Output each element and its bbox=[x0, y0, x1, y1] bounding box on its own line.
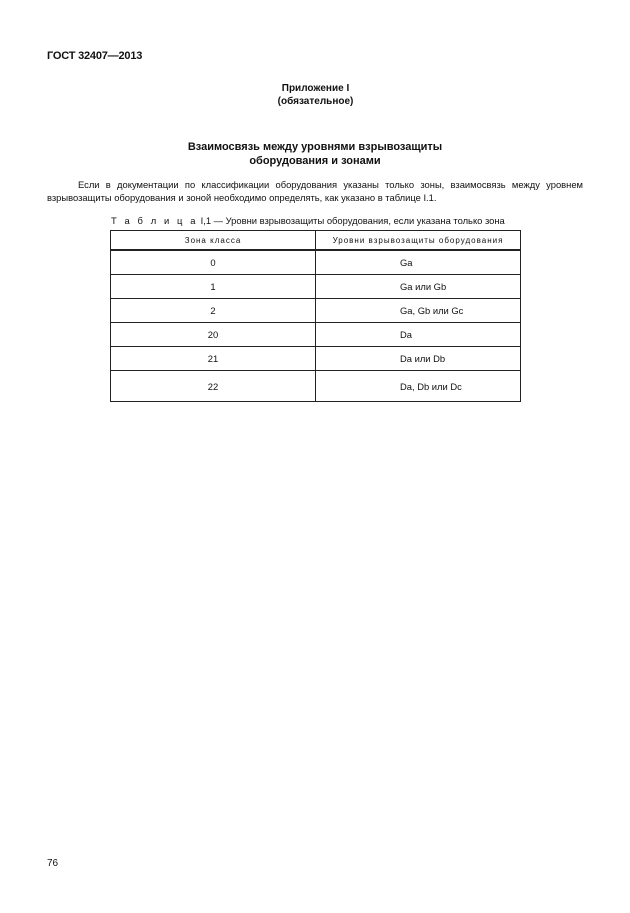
table-row bbox=[111, 323, 521, 347]
annex-status: (обязательное) bbox=[277, 96, 354, 107]
page-number: 76 bbox=[47, 858, 59, 869]
zone-cell: 22 bbox=[111, 371, 316, 402]
table-header-row bbox=[111, 231, 521, 251]
section-heading bbox=[0, 140, 630, 168]
table-row bbox=[111, 371, 521, 402]
heading-line-2: оборудования и зонами bbox=[249, 155, 381, 167]
header-protection-levels: Уровни взрывозащиты оборудования bbox=[316, 231, 521, 251]
header-zone-class: Зона класса bbox=[111, 231, 316, 251]
level-cell: Ga или Gb bbox=[316, 275, 521, 299]
level-cell: Ga, Gb или Gc bbox=[316, 299, 521, 323]
annex-block bbox=[0, 82, 630, 108]
zone-cell: 1 bbox=[111, 275, 316, 299]
level-cell: Ga bbox=[316, 250, 521, 275]
zone-cell: 2 bbox=[111, 299, 316, 323]
table-caption-text: I,1 — Уровни взрывозащиты оборудования, если указана только зона bbox=[198, 215, 505, 226]
level-cell: Da или Db bbox=[316, 347, 521, 371]
protection-levels-table bbox=[110, 230, 521, 402]
document-code: ГОСТ 32407—2013 bbox=[47, 50, 143, 62]
zone-cell: 21 bbox=[111, 347, 316, 371]
table-row bbox=[111, 347, 521, 371]
annex-title: Приложение I bbox=[281, 83, 350, 94]
intro-paragraph: Если в документации по классификации оборудования указаны только зоны, взаимосвязь между уровнем взрывозащиты оборудования и зоной необходимо определять, как указано в таблице I.1. bbox=[47, 179, 583, 203]
table-row bbox=[111, 299, 521, 323]
table-row bbox=[111, 250, 521, 275]
zone-cell: 0 bbox=[111, 250, 316, 275]
zone-cell: 20 bbox=[111, 323, 316, 347]
level-cell: Da, Db или Dc bbox=[316, 371, 521, 402]
table-caption bbox=[111, 215, 505, 226]
table-caption-prefix: Т а б л и ц а bbox=[111, 215, 199, 226]
table-row bbox=[111, 275, 521, 299]
heading-line-1: Взаимосвязь между уровнями взрывозащиты bbox=[187, 141, 443, 153]
level-cell: Da bbox=[316, 323, 521, 347]
